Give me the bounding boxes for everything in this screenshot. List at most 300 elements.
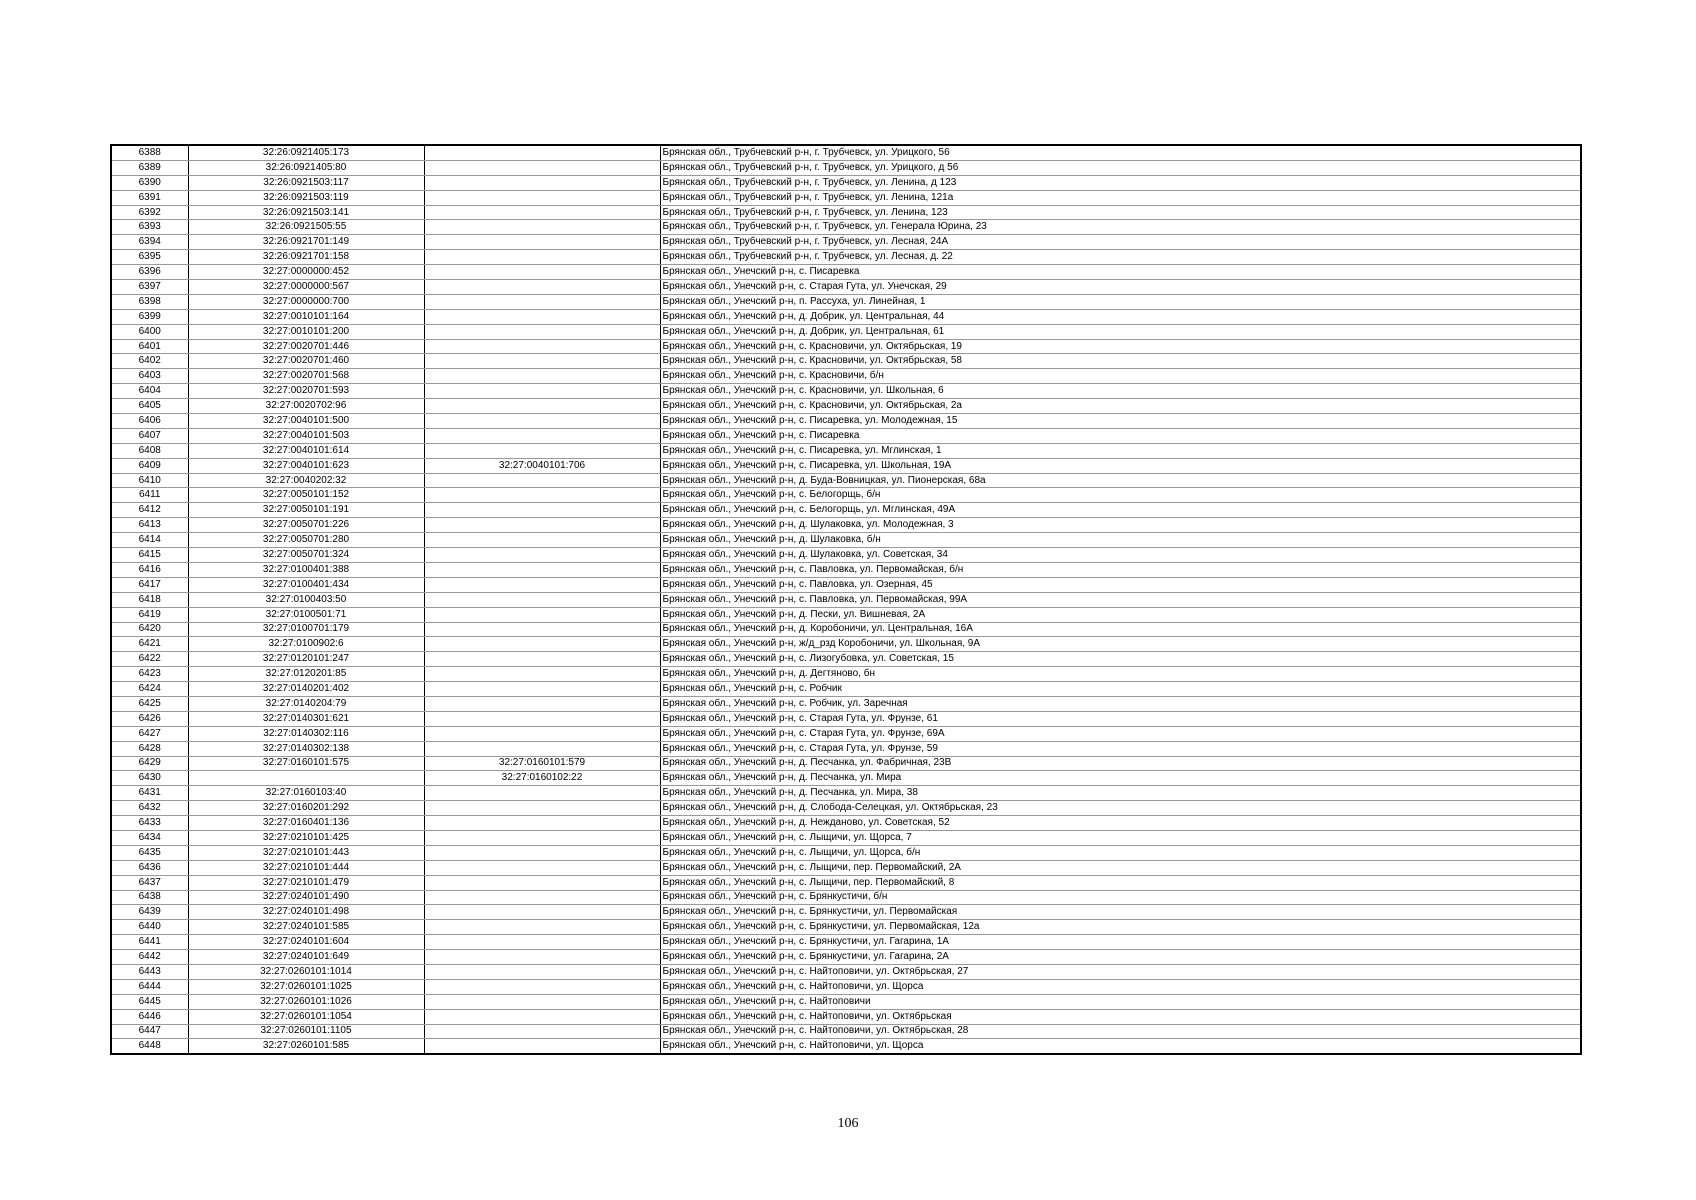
address: Брянская обл., Унечский р-н, с. Найтоповичи, ул. Октябрьская, 27 [660, 964, 1581, 979]
address: Брянская обл., Унечский р-н, д. Пески, ул. Вишневая, 2А [660, 607, 1581, 622]
related-cadastral-number [424, 905, 660, 920]
row-number: 6391 [111, 190, 188, 205]
row-number: 6440 [111, 920, 188, 935]
related-cadastral-number [424, 160, 660, 175]
address: Брянская обл., Трубчевский р-н, г. Трубчевск, ул. Генерала Юрина, 23 [660, 220, 1581, 235]
related-cadastral-number [424, 503, 660, 518]
table-row [111, 741, 1581, 756]
related-cadastral-number [424, 801, 660, 816]
address: Брянская обл., Унечский р-н, с. Лыщичи, ул. Щорса, б/н [660, 845, 1581, 860]
row-number: 6401 [111, 339, 188, 354]
cadastral-number: 32:27:0210101:444 [188, 860, 424, 875]
address: Брянская обл., Унечский р-н, с. Писаревка [660, 428, 1581, 443]
row-number: 6388 [111, 145, 188, 160]
row-number: 6431 [111, 786, 188, 801]
cadastral-number: 32:27:0140302:116 [188, 726, 424, 741]
row-number: 6419 [111, 607, 188, 622]
cadastral-number: 32:27:0160101:575 [188, 756, 424, 771]
related-cadastral-number [424, 830, 660, 845]
cadastral-number: 32:27:0210101:425 [188, 830, 424, 845]
address: Брянская обл., Унечский р-н, д. Песчанка, ул. Фабричная, 23В [660, 756, 1581, 771]
table-row [111, 280, 1581, 295]
row-number: 6416 [111, 562, 188, 577]
row-number: 6403 [111, 369, 188, 384]
related-cadastral-number [424, 369, 660, 384]
table-row [111, 265, 1581, 280]
cadastral-number: 32:27:0140201:402 [188, 682, 424, 697]
address: Брянская обл., Унечский р-н, с. Писаревка [660, 265, 1581, 280]
cadastral-number: 32:27:0260101:1026 [188, 994, 424, 1009]
row-number: 6396 [111, 265, 188, 280]
cadastral-number: 32:27:0260101:1014 [188, 964, 424, 979]
address: Брянская обл., Унечский р-н, с. Старая Гута, ул. Фрунзе, 69А [660, 726, 1581, 741]
row-number: 6445 [111, 994, 188, 1009]
cadastral-number: 32:27:0260101:1025 [188, 979, 424, 994]
address: Брянская обл., Унечский р-н, с. Красновичи, ул. Октябрьская, 2а [660, 399, 1581, 414]
row-number: 6441 [111, 935, 188, 950]
row-number: 6412 [111, 503, 188, 518]
related-cadastral-number [424, 250, 660, 265]
address: Брянская обл., Унечский р-н, д. Дегтяново, бн [660, 667, 1581, 682]
row-number: 6398 [111, 294, 188, 309]
table-row [111, 607, 1581, 622]
cadastral-number: 32:27:0000000:452 [188, 265, 424, 280]
table-row [111, 175, 1581, 190]
cadastral-number: 32:27:0240101:585 [188, 920, 424, 935]
row-number: 6417 [111, 577, 188, 592]
related-cadastral-number [424, 205, 660, 220]
table-row [111, 145, 1581, 160]
table-row [111, 875, 1581, 890]
address: Брянская обл., Унечский р-н, д. Добрик, ул. Центральная, 61 [660, 324, 1581, 339]
row-number: 6448 [111, 1039, 188, 1054]
table-row [111, 503, 1581, 518]
row-number: 6420 [111, 622, 188, 637]
table-row [111, 950, 1581, 965]
address: Брянская обл., Унечский р-н, с. Писаревка, ул. Школьная, 19А [660, 458, 1581, 473]
related-cadastral-number: 32:27:0160102:22 [424, 771, 660, 786]
related-cadastral-number: 32:27:0160101:579 [424, 756, 660, 771]
table-row [111, 667, 1581, 682]
address: Брянская обл., Унечский р-н, с. Старая Гута, ул. Фрунзе, 59 [660, 741, 1581, 756]
cadastral-number: 32:27:0050701:324 [188, 548, 424, 563]
row-number: 6397 [111, 280, 188, 295]
address: Брянская обл., Унечский р-н, с. Найтоповичи, ул. Октябрьская, 28 [660, 1024, 1581, 1039]
related-cadastral-number [424, 964, 660, 979]
related-cadastral-number [424, 473, 660, 488]
row-number: 6433 [111, 816, 188, 831]
row-number: 6424 [111, 682, 188, 697]
table-row [111, 324, 1581, 339]
address: Брянская обл., Унечский р-н, с. Брянкустичи, ул. Первомайская, 12а [660, 920, 1581, 935]
related-cadastral-number [424, 652, 660, 667]
cadastral-number: 32:27:0020701:593 [188, 384, 424, 399]
table-row [111, 533, 1581, 548]
page-number: 106 [837, 1116, 859, 1131]
row-number: 6404 [111, 384, 188, 399]
row-number: 6442 [111, 950, 188, 965]
cadastral-number: 32:26:0921701:149 [188, 235, 424, 250]
table-row [111, 890, 1581, 905]
table-row [111, 905, 1581, 920]
cadastral-number: 32:27:0260101:1105 [188, 1024, 424, 1039]
address: Брянская обл., Унечский р-н, с. Красновичи, ул. Октябрьская, 58 [660, 354, 1581, 369]
table-row [111, 428, 1581, 443]
table-row [111, 399, 1581, 414]
cadastral-number: 32:27:0050701:280 [188, 533, 424, 548]
cadastral-number: 32:27:0050101:152 [188, 488, 424, 503]
address: Брянская обл., Трубчевский р-н, г. Трубчевск, ул. Ленина, 121а [660, 190, 1581, 205]
row-number: 6430 [111, 771, 188, 786]
address: Брянская обл., Унечский р-н, с. Лыщичи, пер. Первомайский, 8 [660, 875, 1581, 890]
cadastral-number: 32:27:0260101:1054 [188, 1009, 424, 1024]
address: Брянская обл., Унечский р-н, д. Шулаковка, ул. Молодежная, 3 [660, 518, 1581, 533]
table-row [111, 384, 1581, 399]
registry-table-body [111, 145, 1581, 1054]
related-cadastral-number [424, 548, 660, 563]
address: Брянская обл., Унечский р-н, д. Коробоничи, ул. Центральная, 16А [660, 622, 1581, 637]
row-number: 6447 [111, 1024, 188, 1039]
cadastral-number: 32:26:0921503:119 [188, 190, 424, 205]
table-row [111, 994, 1581, 1009]
address: Брянская обл., Унечский р-н, с. Брянкустичи, ул. Гагарина, 1А [660, 935, 1581, 950]
table-row [111, 726, 1581, 741]
row-number: 6409 [111, 458, 188, 473]
cadastral-number: 32:27:0210101:479 [188, 875, 424, 890]
related-cadastral-number [424, 950, 660, 965]
related-cadastral-number [424, 354, 660, 369]
address: Брянская обл., Унечский р-н, с. Лыщичи, пер. Первомайский, 2А [660, 860, 1581, 875]
related-cadastral-number [424, 562, 660, 577]
address: Брянская обл., Трубчевский р-н, г. Трубчевск, ул. Лесная, д. 22 [660, 250, 1581, 265]
table-row [111, 652, 1581, 667]
table-row [111, 369, 1581, 384]
cadastral-number: 32:27:0040101:503 [188, 428, 424, 443]
cadastral-number: 32:27:0040101:500 [188, 414, 424, 429]
table-row [111, 488, 1581, 503]
table-row [111, 801, 1581, 816]
cadastral-number [188, 771, 424, 786]
address: Брянская обл., Трубчевский р-н, г. Трубчевск, ул. Урицкого, д 56 [660, 160, 1581, 175]
row-number: 6390 [111, 175, 188, 190]
related-cadastral-number [424, 637, 660, 652]
address: Брянская обл., Трубчевский р-н, г. Трубчевск, ул. Ленина, 123 [660, 205, 1581, 220]
cadastral-number: 32:27:0100401:388 [188, 562, 424, 577]
address: Брянская обл., Унечский р-н, д. Нежданово, ул. Советская, 52 [660, 816, 1581, 831]
table-row [111, 354, 1581, 369]
related-cadastral-number [424, 384, 660, 399]
row-number: 6414 [111, 533, 188, 548]
address: Брянская обл., Трубчевский р-н, г. Трубчевск, ул. Ленина, д 123 [660, 175, 1581, 190]
address: Брянская обл., Унечский р-н, с. Брянкустичи, б/н [660, 890, 1581, 905]
table-row [111, 309, 1581, 324]
cadastral-number: 32:27:0160201:292 [188, 801, 424, 816]
address: Брянская обл., Унечский р-н, с. Павловка, ул. Озерная, 45 [660, 577, 1581, 592]
cadastral-number: 32:27:0160103:40 [188, 786, 424, 801]
table-row [111, 845, 1581, 860]
row-number: 6410 [111, 473, 188, 488]
related-cadastral-number [424, 667, 660, 682]
cadastral-number: 32:27:0100902:6 [188, 637, 424, 652]
table-row [111, 935, 1581, 950]
related-cadastral-number [424, 592, 660, 607]
row-number: 6437 [111, 875, 188, 890]
related-cadastral-number [424, 1009, 660, 1024]
address: Брянская обл., Унечский р-н, с. Робчик [660, 682, 1581, 697]
row-number: 6418 [111, 592, 188, 607]
registry-table [110, 144, 1582, 1055]
table-row [111, 920, 1581, 935]
cadastral-number: 32:27:0120201:85 [188, 667, 424, 682]
table-row [111, 473, 1581, 488]
row-number: 6395 [111, 250, 188, 265]
table-row [111, 637, 1581, 652]
address: Брянская обл., Унечский р-н, с. Брянкустичи, ул. Гагарина, 2А [660, 950, 1581, 965]
cadastral-number: 32:27:0000000:567 [188, 280, 424, 295]
table-row [111, 771, 1581, 786]
related-cadastral-number [424, 741, 660, 756]
row-number: 6415 [111, 548, 188, 563]
cadastral-number: 32:27:0010101:164 [188, 309, 424, 324]
address: Брянская обл., Унечский р-н, с. Брянкустичи, ул. Первомайская [660, 905, 1581, 920]
related-cadastral-number [424, 399, 660, 414]
row-number: 6444 [111, 979, 188, 994]
cadastral-number: 32:27:0020701:568 [188, 369, 424, 384]
cadastral-number: 32:27:0240101:498 [188, 905, 424, 920]
row-number: 6435 [111, 845, 188, 860]
table-row [111, 294, 1581, 309]
cadastral-number: 32:27:0040101:623 [188, 458, 424, 473]
related-cadastral-number [424, 607, 660, 622]
row-number: 6399 [111, 309, 188, 324]
address: Брянская обл., Унечский р-н, с. Старая Гута, ул. Фрунзе, 61 [660, 711, 1581, 726]
row-number: 6394 [111, 235, 188, 250]
address: Брянская обл., Унечский р-н, с. Старая Гута, ул. Унечская, 29 [660, 280, 1581, 295]
row-number: 6393 [111, 220, 188, 235]
cadastral-number: 32:26:0921503:141 [188, 205, 424, 220]
row-number: 6389 [111, 160, 188, 175]
cadastral-number: 32:26:0921505:55 [188, 220, 424, 235]
row-number: 6438 [111, 890, 188, 905]
related-cadastral-number [424, 1024, 660, 1039]
related-cadastral-number [424, 935, 660, 950]
row-number: 6400 [111, 324, 188, 339]
address: Брянская обл., Унечский р-н, с. Робчик, ул. Заречная [660, 696, 1581, 711]
row-number: 6411 [111, 488, 188, 503]
cadastral-number: 32:27:0120101:247 [188, 652, 424, 667]
row-number: 6436 [111, 860, 188, 875]
row-number: 6413 [111, 518, 188, 533]
related-cadastral-number [424, 533, 660, 548]
address: Брянская обл., Унечский р-н, с. Павловка, ул. Первомайская, б/н [660, 562, 1581, 577]
cadastral-number: 32:27:0040202:32 [188, 473, 424, 488]
table-row [111, 622, 1581, 637]
related-cadastral-number [424, 488, 660, 503]
cadastral-number: 32:27:0240101:490 [188, 890, 424, 905]
cadastral-number: 32:27:0140204:79 [188, 696, 424, 711]
address: Брянская обл., Унечский р-н, д. Песчанка, ул. Мира [660, 771, 1581, 786]
row-number: 6392 [111, 205, 188, 220]
related-cadastral-number [424, 280, 660, 295]
related-cadastral-number [424, 414, 660, 429]
row-number: 6408 [111, 443, 188, 458]
related-cadastral-number [424, 682, 660, 697]
related-cadastral-number [424, 979, 660, 994]
cadastral-number: 32:27:0040101:614 [188, 443, 424, 458]
table-row [111, 964, 1581, 979]
cadastral-number: 32:27:0050101:191 [188, 503, 424, 518]
related-cadastral-number [424, 577, 660, 592]
address: Брянская обл., Унечский р-н, д. Шулаковка, б/н [660, 533, 1581, 548]
related-cadastral-number [424, 309, 660, 324]
cadastral-number: 32:27:0240101:604 [188, 935, 424, 950]
related-cadastral-number [424, 145, 660, 160]
related-cadastral-number [424, 696, 660, 711]
table-row [111, 518, 1581, 533]
address: Брянская обл., Унечский р-н, с. Найтоповичи, ул. Октябрьская [660, 1009, 1581, 1024]
table-row [111, 205, 1581, 220]
address: Брянская обл., Унечский р-н, д. Песчанка, ул. Мира, 38 [660, 786, 1581, 801]
table-row [111, 1009, 1581, 1024]
row-number: 6405 [111, 399, 188, 414]
address: Брянская обл., Трубчевский р-н, г. Трубчевск, ул. Лесная, 24А [660, 235, 1581, 250]
address: Брянская обл., Унечский р-н, с. Найтоповичи, ул. Щорса [660, 1039, 1581, 1054]
table-row [111, 979, 1581, 994]
row-number: 6423 [111, 667, 188, 682]
cadastral-number: 32:27:0140302:138 [188, 741, 424, 756]
cadastral-number: 32:26:0921503:117 [188, 175, 424, 190]
row-number: 6421 [111, 637, 188, 652]
cadastral-number: 32:27:0160401:136 [188, 816, 424, 831]
cadastral-number: 32:27:0100701:179 [188, 622, 424, 637]
address: Брянская обл., Унечский р-н, с. Красновичи, ул. Школьная, 6 [660, 384, 1581, 399]
cadastral-number: 32:27:0020702:96 [188, 399, 424, 414]
related-cadastral-number: 32:27:0040101:706 [424, 458, 660, 473]
related-cadastral-number [424, 890, 660, 905]
row-number: 6422 [111, 652, 188, 667]
related-cadastral-number [424, 220, 660, 235]
address: Брянская обл., Унечский р-н, с. Белогорщь, ул. Мглинская, 49А [660, 503, 1581, 518]
related-cadastral-number [424, 1039, 660, 1054]
address: Брянская обл., Унечский р-н, д. Добрик, ул. Центральная, 44 [660, 309, 1581, 324]
related-cadastral-number [424, 190, 660, 205]
row-number: 6427 [111, 726, 188, 741]
related-cadastral-number [424, 622, 660, 637]
cadastral-number: 32:27:0000000:700 [188, 294, 424, 309]
table-row [111, 414, 1581, 429]
related-cadastral-number [424, 860, 660, 875]
table-row [111, 548, 1581, 563]
row-number: 6446 [111, 1009, 188, 1024]
table-row [111, 339, 1581, 354]
table-row [111, 592, 1581, 607]
related-cadastral-number [424, 786, 660, 801]
table-row [111, 696, 1581, 711]
row-number: 6428 [111, 741, 188, 756]
cadastral-number: 32:27:0240101:649 [188, 950, 424, 965]
related-cadastral-number [424, 443, 660, 458]
row-number: 6402 [111, 354, 188, 369]
table-row [111, 443, 1581, 458]
related-cadastral-number [424, 235, 660, 250]
related-cadastral-number [424, 294, 660, 309]
address: Брянская обл., Унечский р-н, с. Писаревка, ул. Мглинская, 1 [660, 443, 1581, 458]
table-row [111, 816, 1581, 831]
address: Брянская обл., Унечский р-н, с. Красновичи, б/н [660, 369, 1581, 384]
address: Брянская обл., Унечский р-н, с. Белогорщь, б/н [660, 488, 1581, 503]
related-cadastral-number [424, 726, 660, 741]
related-cadastral-number [424, 518, 660, 533]
cadastral-number: 32:27:0100501:71 [188, 607, 424, 622]
address: Брянская обл., Унечский р-н, с. Найтоповичи, ул. Щорса [660, 979, 1581, 994]
cadastral-number: 32:27:0050701:226 [188, 518, 424, 533]
table-row [111, 711, 1581, 726]
related-cadastral-number [424, 175, 660, 190]
related-cadastral-number [424, 339, 660, 354]
address: Брянская обл., Трубчевский р-н, г. Трубчевск, ул. Урицкого, 56 [660, 145, 1581, 160]
cadastral-number: 32:27:0210101:443 [188, 845, 424, 860]
row-number: 6432 [111, 801, 188, 816]
table-row [111, 250, 1581, 265]
related-cadastral-number [424, 711, 660, 726]
address: Брянская обл., Унечский р-н, ж/д_рзд Коробоничи, ул. Школьная, 9А [660, 637, 1581, 652]
table-row [111, 786, 1581, 801]
related-cadastral-number [424, 920, 660, 935]
related-cadastral-number [424, 845, 660, 860]
address: Брянская обл., Унечский р-н, с. Писаревка, ул. Молодежная, 15 [660, 414, 1581, 429]
row-number: 6426 [111, 711, 188, 726]
cadastral-number: 32:26:0921405:80 [188, 160, 424, 175]
address: Брянская обл., Унечский р-н, д. Шулаковка, ул. Советская, 34 [660, 548, 1581, 563]
related-cadastral-number [424, 875, 660, 890]
table-row [111, 562, 1581, 577]
table-row [111, 577, 1581, 592]
table-row [111, 1024, 1581, 1039]
row-number: 6439 [111, 905, 188, 920]
cadastral-number: 32:27:0020701:446 [188, 339, 424, 354]
table-row [111, 682, 1581, 697]
address: Брянская обл., Унечский р-н, с. Красновичи, ул. Октябрьская, 19 [660, 339, 1581, 354]
row-number: 6434 [111, 830, 188, 845]
table-row [111, 160, 1581, 175]
table-row [111, 830, 1581, 845]
cadastral-number: 32:27:0100401:434 [188, 577, 424, 592]
cadastral-number: 32:27:0260101:585 [188, 1039, 424, 1054]
row-number: 6443 [111, 964, 188, 979]
address: Брянская обл., Унечский р-н, с. Лизогубовка, ул. Советская, 15 [660, 652, 1581, 667]
related-cadastral-number [424, 994, 660, 1009]
cadastral-number: 32:27:0010101:200 [188, 324, 424, 339]
table-row [111, 458, 1581, 473]
related-cadastral-number [424, 265, 660, 280]
table-row [111, 190, 1581, 205]
address: Брянская обл., Унечский р-н, с. Найтоповичи [660, 994, 1581, 1009]
row-number: 6429 [111, 756, 188, 771]
cadastral-number: 32:27:0140301:621 [188, 711, 424, 726]
address: Брянская обл., Унечский р-н, с. Лыщичи, ул. Щорса, 7 [660, 830, 1581, 845]
address: Брянская обл., Унечский р-н, д. Буда-Вовницкая, ул. Пионерская, 68а [660, 473, 1581, 488]
cadastral-number: 32:27:0100403:50 [188, 592, 424, 607]
table-row [111, 220, 1581, 235]
table-row [111, 860, 1581, 875]
address: Брянская обл., Унечский р-н, д. Слобода-Селецкая, ул. Октябрьская, 23 [660, 801, 1581, 816]
related-cadastral-number [424, 816, 660, 831]
address: Брянская обл., Унечский р-н, с. Павловка, ул. Первомайская, 99А [660, 592, 1581, 607]
related-cadastral-number [424, 324, 660, 339]
cadastral-number: 32:26:0921701:158 [188, 250, 424, 265]
table-row [111, 1039, 1581, 1054]
address: Брянская обл., Унечский р-н, п. Рассуха, ул. Линейная, 1 [660, 294, 1581, 309]
